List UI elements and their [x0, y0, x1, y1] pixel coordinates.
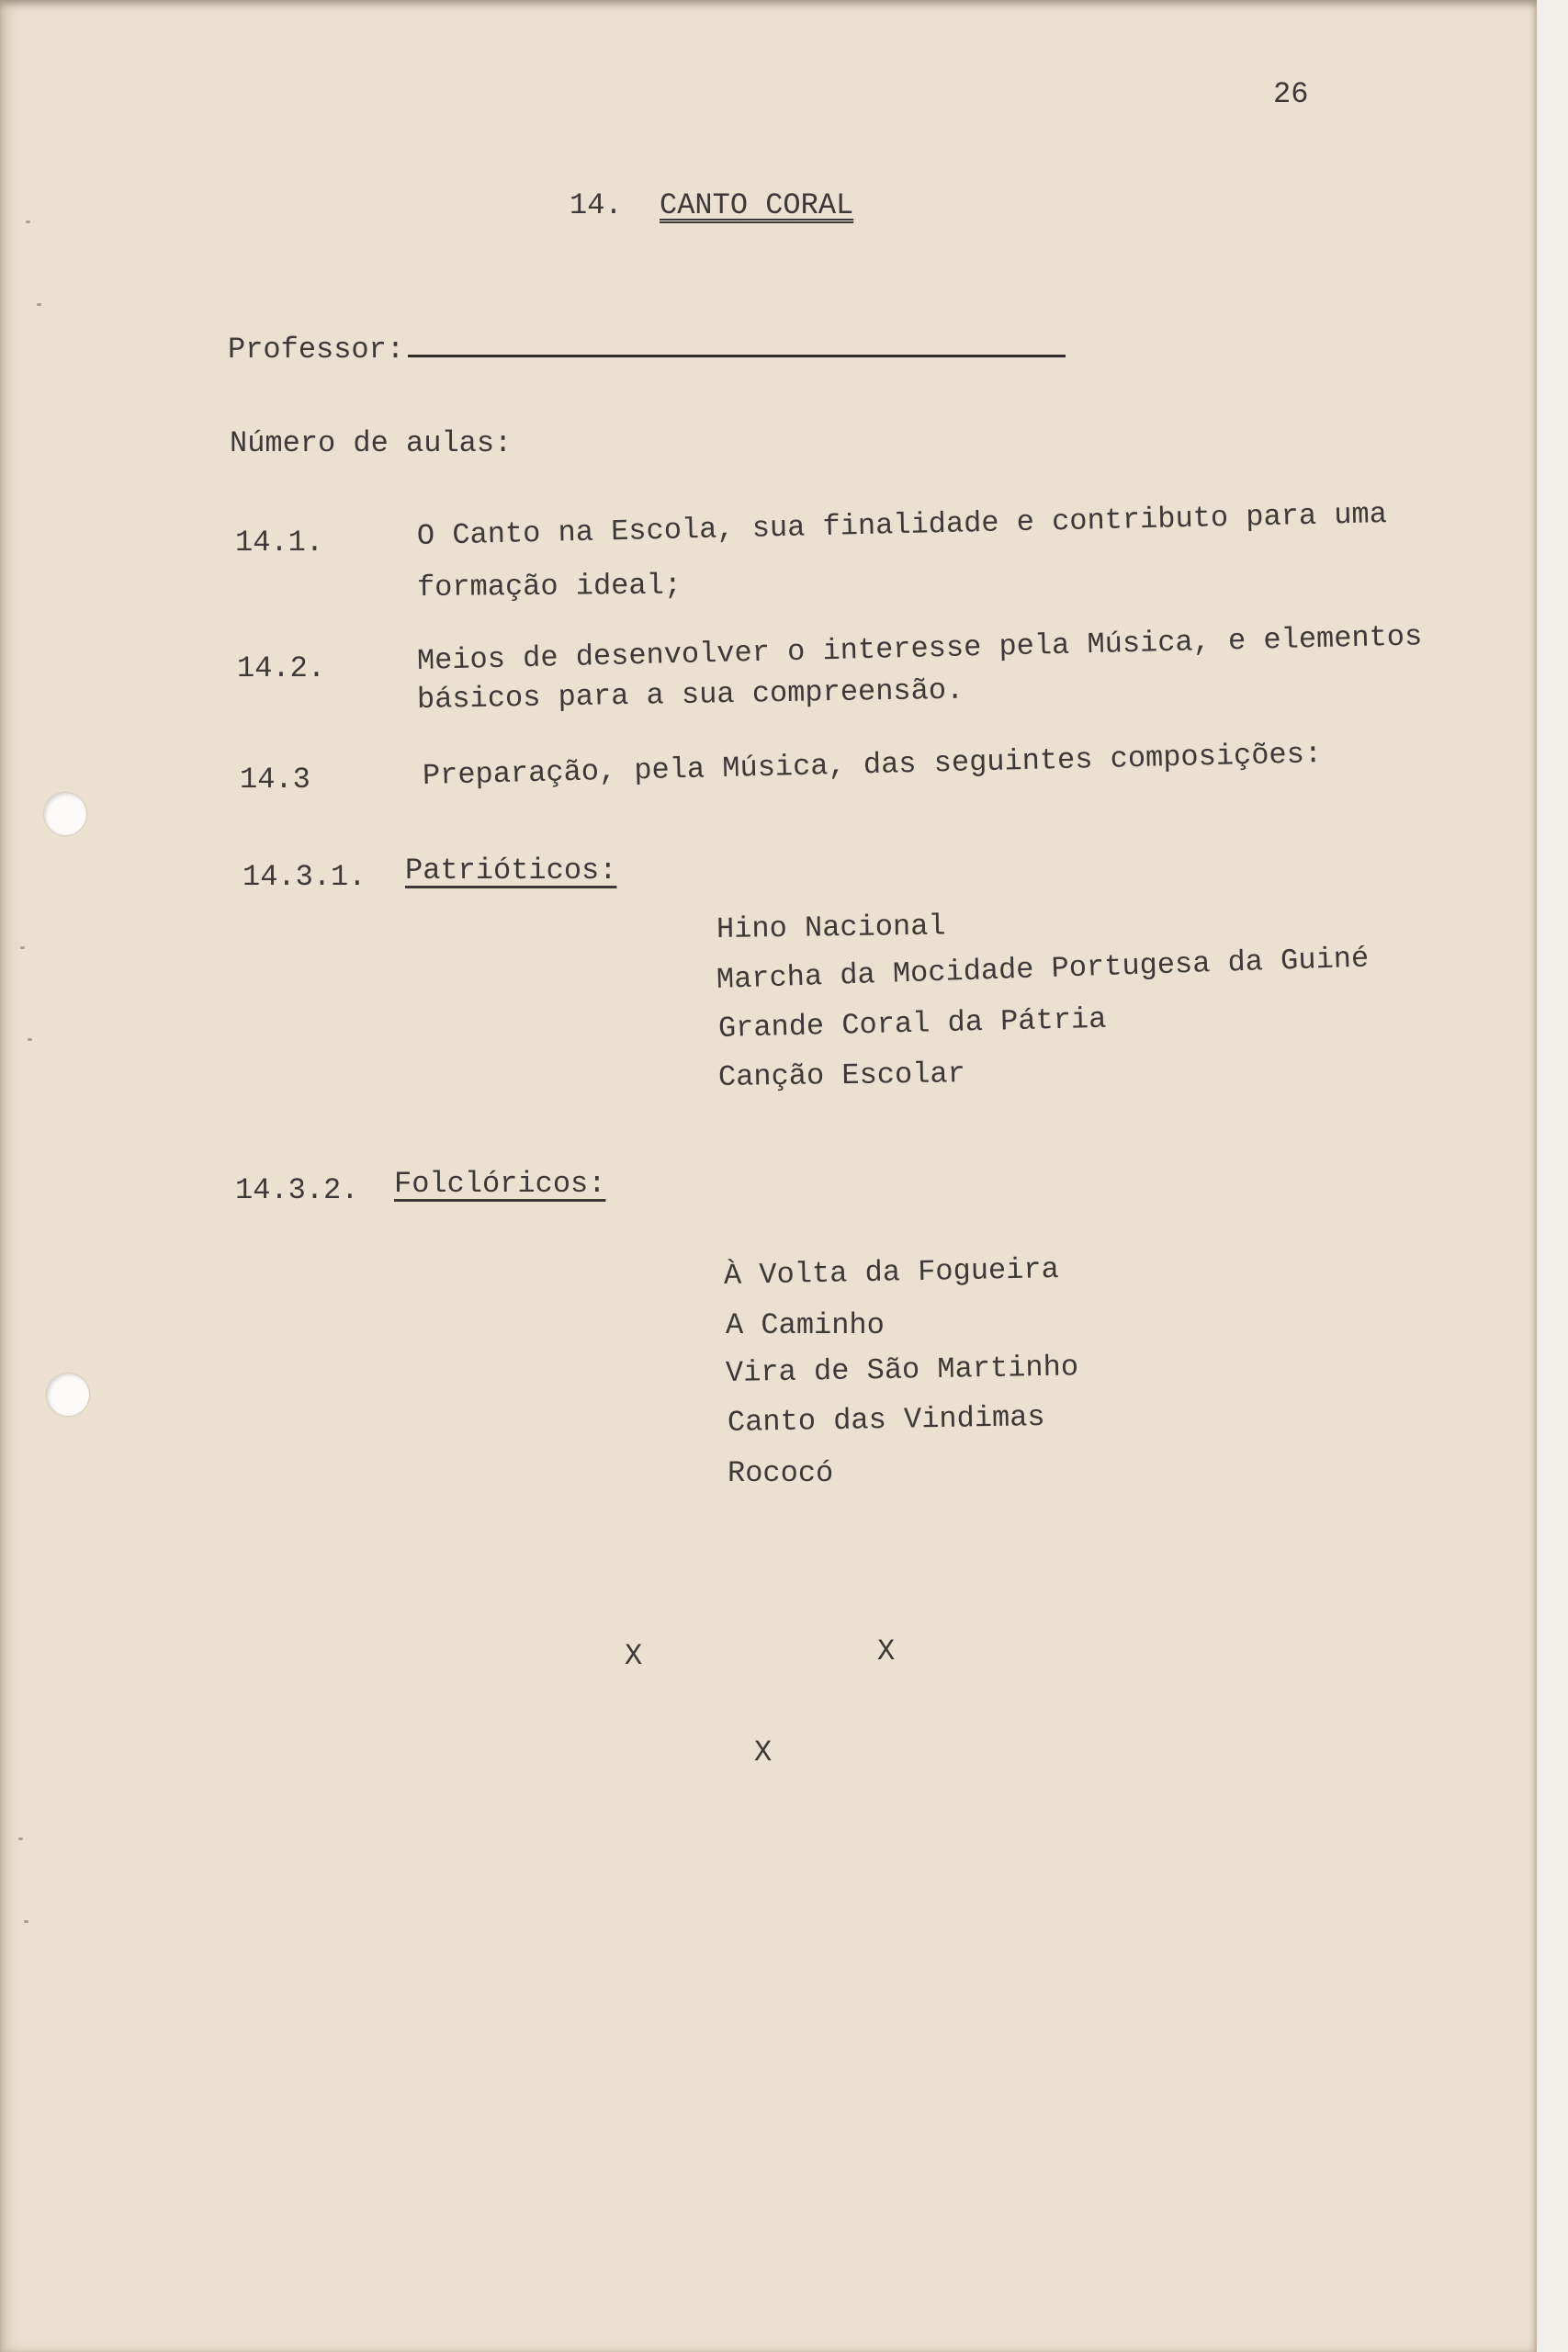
lessons-label: Número de aulas: [230, 426, 513, 460]
professor-blank-line [408, 355, 1066, 357]
punch-hole [44, 793, 86, 835]
song-item: Rococó [728, 1456, 834, 1490]
song-item: Marcha da Mocidade Portugesa da Guiné [716, 941, 1370, 997]
punch-hole [47, 1374, 89, 1416]
paper-speck [26, 220, 30, 223]
end-mark: X [877, 1634, 896, 1668]
paper-speck [24, 1920, 28, 1923]
paper-speck [20, 946, 25, 949]
end-mark: X [625, 1639, 643, 1673]
professor-label: Professor: [228, 333, 405, 367]
subsection-heading: Folclóricos: [394, 1167, 606, 1201]
item-number: 14.2. [237, 651, 326, 685]
item-text-line: Preparação, pela Música, das seguintes composições: [422, 737, 1323, 793]
song-item: À Volta da Fogueira [723, 1251, 1060, 1293]
subsection-number: 14.3.1. [243, 860, 367, 894]
item-text-line: O Canto na Escola, sua finalidade e contributo para uma [416, 497, 1388, 553]
song-item: Hino Nacional [716, 909, 946, 946]
song-item: Grande Coral da Pátria [717, 1001, 1107, 1046]
song-item: Vira de São Martinho [725, 1350, 1079, 1390]
item-number: 14.1. [235, 526, 324, 560]
song-item: A Caminho [726, 1308, 885, 1342]
item-text-line: Meios de desenvolver o interesse pela Música, e elementos [416, 619, 1423, 678]
song-item: Canto das Vindimas [727, 1399, 1045, 1440]
item-text-line: formação ideal; [416, 568, 682, 605]
item-text-line: básicos para a sua compreensão. [416, 673, 964, 717]
subsection-heading: Patrióticos: [405, 854, 617, 888]
subsection-number: 14.3.2. [235, 1173, 359, 1207]
paper-speck [37, 303, 41, 306]
page-number: 26 [1273, 77, 1309, 111]
section-number: 14. [570, 188, 623, 222]
song-item: Canção Escolar [717, 1057, 966, 1094]
end-mark: X [754, 1736, 773, 1770]
paper-speck [18, 1838, 23, 1840]
paper-speck [28, 1038, 32, 1041]
item-number: 14.3 [240, 763, 310, 797]
section-title: CANTO CORAL [660, 188, 854, 222]
